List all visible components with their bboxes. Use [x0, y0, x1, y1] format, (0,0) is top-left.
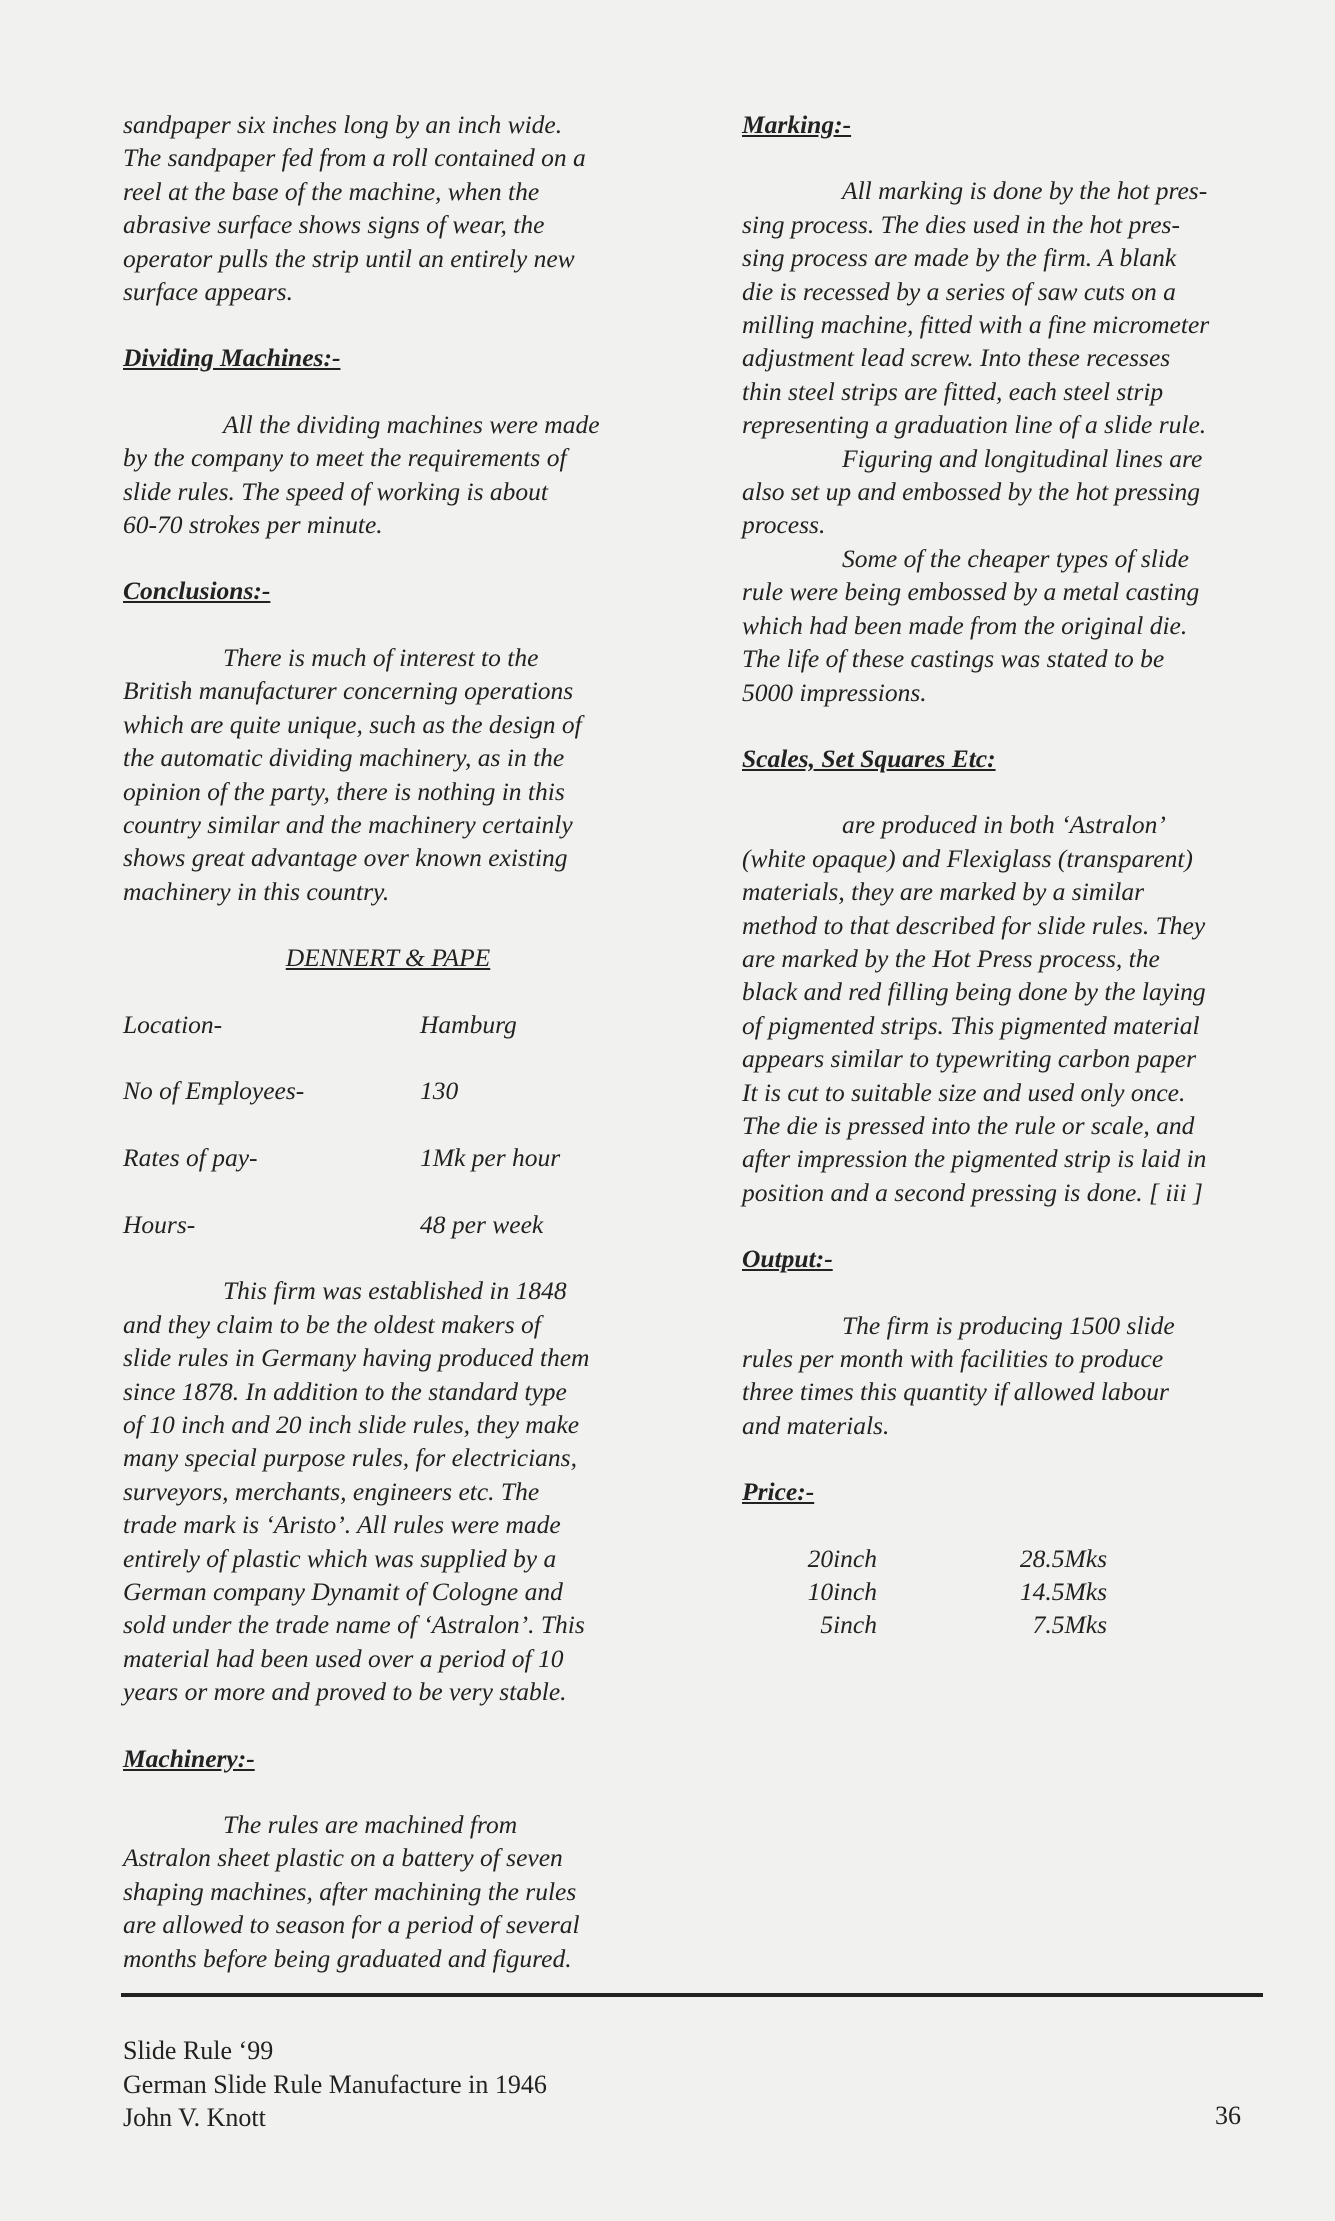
- line: This firm was established in 1848: [223, 1276, 567, 1306]
- line: The sandpaper fed from a roll contained on a: [123, 143, 586, 173]
- line: entirely of plastic which was supplied by a: [123, 1543, 557, 1573]
- line: sing process are made by the firm. A blank: [742, 243, 1177, 273]
- line: sold under the trade name of ‘Astralon’. This: [123, 1610, 585, 1640]
- footer-article-title: German Slide Rule Manufacture in 1946: [123, 2069, 547, 2099]
- page-number: 36: [1215, 2101, 1241, 2130]
- line: and materials.: [742, 1410, 890, 1440]
- line: black and red filling being done by the laying: [742, 977, 1206, 1007]
- marking-paragraph-1: [742, 174, 1272, 441]
- company-facts: [123, 1008, 653, 1242]
- line: abrasive surface shows signs of wear, the: [123, 210, 545, 240]
- line: thin steel strips are fitted, each steel strip: [742, 376, 1164, 406]
- fact-row: [123, 1208, 653, 1241]
- price-value: 7.5Mks: [1032, 1610, 1107, 1640]
- fact-row: [123, 1074, 653, 1107]
- line: die is recessed by a series of saw cuts on a: [742, 276, 1176, 306]
- line: method to that described for slide rules. They: [742, 910, 1206, 940]
- history-paragraph: [123, 1274, 653, 1708]
- line: material had been used over a period of 10: [123, 1643, 564, 1673]
- line: years or more and proved to be very stable.: [123, 1677, 567, 1707]
- line: which had been made from the original die.: [742, 610, 1188, 640]
- line: operator pulls the strip until an entirely new: [123, 243, 575, 273]
- line: also set up and embossed by the hot pressing: [742, 477, 1201, 507]
- dividing-machines-heading: Dividing Machines:-: [123, 343, 341, 373]
- line: of 10 inch and 20 inch slide rules, they make: [123, 1409, 580, 1439]
- line: and they claim to be the oldest makers of: [123, 1309, 541, 1339]
- footer-divider: [121, 1993, 1263, 1997]
- line: German company Dynamit of Cologne and: [123, 1576, 563, 1606]
- left-column: [123, 108, 653, 1975]
- line: sandpaper six inches long by an inch wide.: [123, 110, 563, 139]
- fact-row: [123, 1008, 653, 1041]
- line: sing process. The dies used in the hot pres-: [742, 209, 1180, 239]
- scales-paragraph: [742, 808, 1272, 1209]
- footer: [123, 2034, 547, 2135]
- line: 60-70 strokes per minute.: [123, 510, 383, 540]
- price-value: 28.5Mks: [1019, 1543, 1107, 1573]
- price-value: 14.5Mks: [1019, 1577, 1107, 1607]
- price-row: [742, 1575, 1272, 1608]
- output-heading: Output:-: [742, 1244, 833, 1274]
- line: It is cut to suitable size and used only once.: [742, 1077, 1186, 1107]
- line: process.: [742, 510, 826, 540]
- footer-publication: Slide Rule ‘99: [123, 2036, 274, 2065]
- price-heading: Price:-: [742, 1477, 815, 1507]
- line: shaping machines, after machining the rules: [123, 1876, 577, 1906]
- fact-value: 130: [420, 1076, 459, 1106]
- line: three times this quantity if allowed labour: [742, 1377, 1169, 1407]
- line: The die is pressed into the rule or scale, and: [742, 1110, 1195, 1140]
- line: which are quite unique, such as the design of: [123, 709, 582, 739]
- line: trade mark is ‘Aristo’. All rules were made: [123, 1510, 561, 1540]
- line: after impression the pigmented strip is laid in: [742, 1144, 1207, 1174]
- line: position and a second pressing is done. [ iii ]: [742, 1177, 1203, 1207]
- line: are produced in both ‘Astralon’: [842, 810, 1166, 840]
- line: materials, they are marked by a similar: [742, 877, 1145, 907]
- conclusions-paragraph: [123, 641, 653, 908]
- line: country similar and the machinery certainly: [123, 809, 573, 839]
- line: the automatic dividing machinery, as in the: [123, 743, 565, 773]
- marking-paragraph-3: [742, 542, 1272, 709]
- line: (white opaque) and Flexiglass (transparent): [742, 843, 1193, 873]
- scales-heading: Scales, Set Squares Etc:: [742, 743, 996, 773]
- company-title: DENNERT & PAPE: [285, 943, 491, 973]
- line: All the dividing machines were made: [223, 409, 600, 439]
- fact-value: 1Mk per hour: [420, 1143, 561, 1173]
- line: rule were being embossed by a metal casting: [742, 577, 1200, 607]
- line: The firm is producing 1500 slide: [842, 1310, 1175, 1340]
- line: adjustment lead screw. Into these recesses: [742, 343, 1171, 373]
- fact-label: Location-: [123, 1009, 223, 1039]
- fact-row: [123, 1141, 653, 1174]
- fact-label: Hours-: [123, 1209, 196, 1239]
- price-size: 20inch: [807, 1543, 877, 1573]
- line: surveyors, merchants, engineers etc. The: [123, 1476, 540, 1506]
- line: appears similar to typewriting carbon paper: [742, 1044, 1197, 1074]
- line: months before being graduated and figured.: [123, 1943, 572, 1973]
- line: slide rules in Germany having produced them: [123, 1343, 590, 1373]
- line: rules per month with facilities to produce: [742, 1344, 1164, 1373]
- line: machinery in this country.: [123, 876, 390, 906]
- line: The rules are machined from: [223, 1810, 518, 1840]
- price-row: [742, 1608, 1272, 1641]
- line: are marked by the Hot Press process, the: [742, 943, 1160, 973]
- fact-value: 48 per week: [420, 1209, 544, 1239]
- line: The life of these castings was stated to be: [742, 644, 1165, 674]
- line: Some of the cheaper types of slide: [842, 543, 1189, 573]
- fact-label: Rates of pay-: [123, 1143, 258, 1173]
- price-size: 5inch: [820, 1610, 877, 1640]
- line: reel at the base of the machine, when the: [123, 176, 540, 206]
- dividing-machines-paragraph: [123, 408, 653, 542]
- line: by the company to meet the requirements of: [123, 443, 567, 473]
- line: since 1878. In addition to the standard type: [123, 1376, 567, 1406]
- line: Figuring and longitudinal lines are: [842, 443, 1203, 473]
- line: 5000 impressions.: [742, 677, 927, 707]
- price-row: [742, 1542, 1272, 1575]
- fact-value: Hamburg: [420, 1009, 517, 1039]
- fact-label: No of Employees-: [123, 1076, 305, 1106]
- line: many special purpose rules, for electricians,: [123, 1443, 577, 1473]
- price-table: [742, 1542, 1272, 1642]
- line: There is much of interest to the: [223, 642, 539, 672]
- line: opinion of the party, there is nothing in this: [123, 776, 565, 806]
- machinery-paragraph: [123, 1808, 653, 1975]
- marking-heading: Marking:-: [742, 110, 852, 139]
- machinery-heading: Machinery:-: [123, 1743, 255, 1773]
- intro-paragraph: [123, 108, 653, 308]
- line: surface appears.: [123, 277, 293, 307]
- line: Astralon sheet plastic on a battery of seven: [123, 1843, 563, 1873]
- line: slide rules. The speed of working is about: [123, 476, 548, 506]
- line: All marking is done by the hot pres-: [842, 176, 1208, 206]
- line: are allowed to season for a period of several: [123, 1910, 580, 1940]
- footer-author: John V. Knott: [123, 2103, 266, 2132]
- line: milling machine, fitted with a fine micrometer: [742, 310, 1210, 340]
- output-paragraph: [742, 1309, 1272, 1443]
- marking-paragraph-2: [742, 442, 1272, 542]
- line: British manufacturer concerning operations: [123, 676, 574, 706]
- line: representing a graduation line of a slide rule.: [742, 410, 1207, 440]
- price-size: 10inch: [807, 1577, 877, 1607]
- conclusions-heading: Conclusions:-: [123, 576, 271, 606]
- right-column: [742, 108, 1272, 1642]
- line: shows great advantage over known existing: [123, 843, 568, 873]
- line: of pigmented strips. This pigmented material: [742, 1010, 1200, 1040]
